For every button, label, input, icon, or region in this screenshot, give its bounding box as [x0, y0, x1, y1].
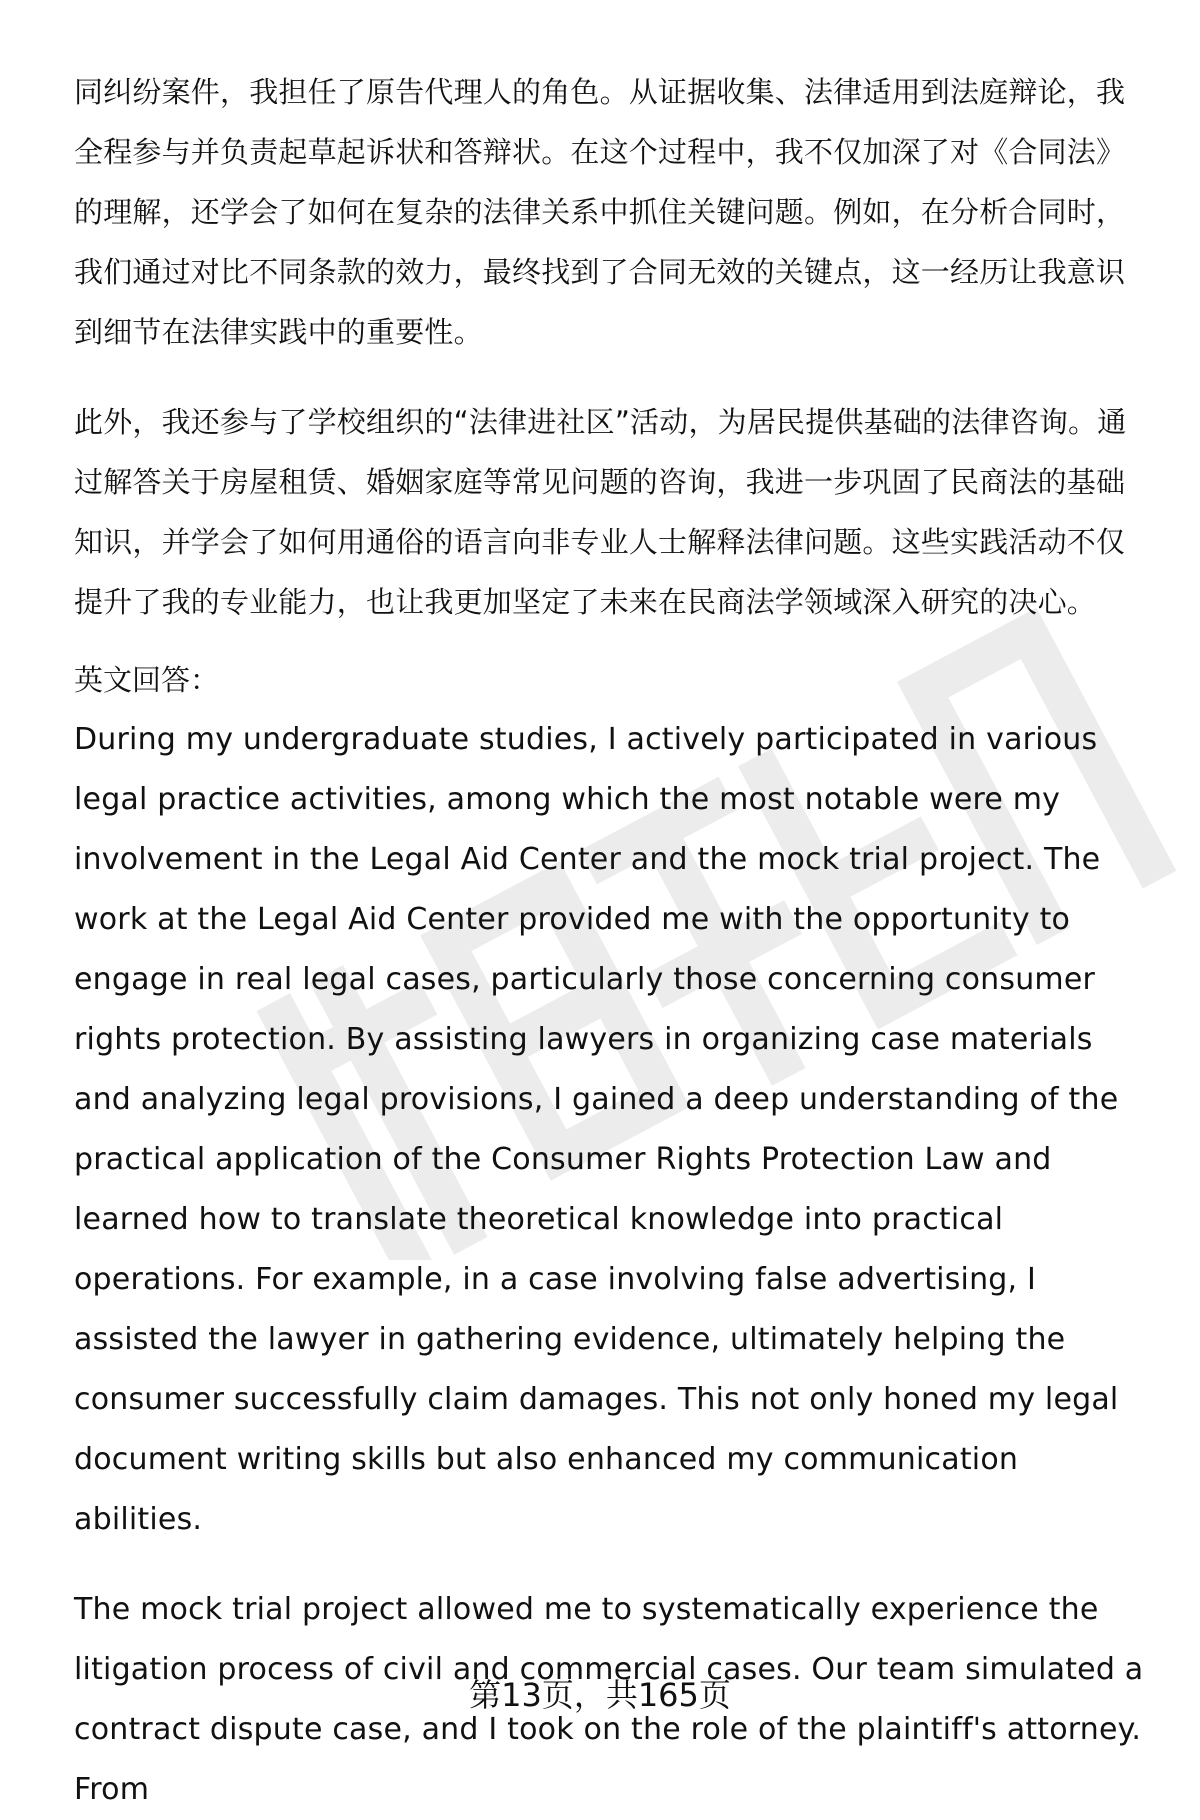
page-number-footer: 第13页，共165页 [469, 1676, 731, 1714]
chinese-paragraph-1: 同纠纷案件，我担任了原告代理人的角色。从证据收集、法律适用到法庭辩论，我全程参与并负责起草起诉状和答辩状。在这个过程中，我不仅加深了对《合同法》的理解，还学会了如何在复杂的法律关系中抓住关键问题。例如，在分析合同时，我们通过对比不同条款的效力，最终找到了合同无效的关键点，这一经历让我意识到细节在法律实践中的重要性。 [74, 75, 1126, 349]
chinese-paragraph-2: 此外，我还参与了学校组织的“法律进社区”活动，为居民提供基础的法律咨询。通过解答关于房屋租赁、婚姻家庭等常见问题的咨询，我进一步巩固了民商法的基础知识，并学会了如何用通俗的语言向非专业人士解释法律问题。这些实践活动不仅提升了我的专业能力，也让我更加坚定了未来在民商法学领域深入研究的决心。 [74, 405, 1127, 619]
document-body [74, 62, 1154, 1820]
english-paragraph-1: During my undergraduate studies, I actively participated in various legal practice activities, among which the most notable were my involvement in the Legal Aid Center and the mock trial project. The work at the Legal Aid Center provided me with the opportunity to engage in real legal cases, particularly those concerning consumer rights protection. By assisting lawyers in organizing case materials and analyzing legal provisions, I gained a deep understanding of the practical application of the Consumer Rights Protection Law and learned how to translate theoretical knowledge into practical operations. For example, in a case involving false advertising, I assisted the lawyer in gathering evidence, ultimately helping the consumer successfully claim damages. This not only honed my legal document writing skills but also enhanced my communication abilities. [74, 722, 1119, 1537]
english-paragraph-2: The mock trial project allowed me to systematically experience the litigation process of civil and commercial cases. Our team simulated a contract dispute case, and I took on the role of the plaintiff's attorney. From [74, 1592, 1144, 1807]
english-answer-label: 英文回答： [74, 663, 220, 697]
